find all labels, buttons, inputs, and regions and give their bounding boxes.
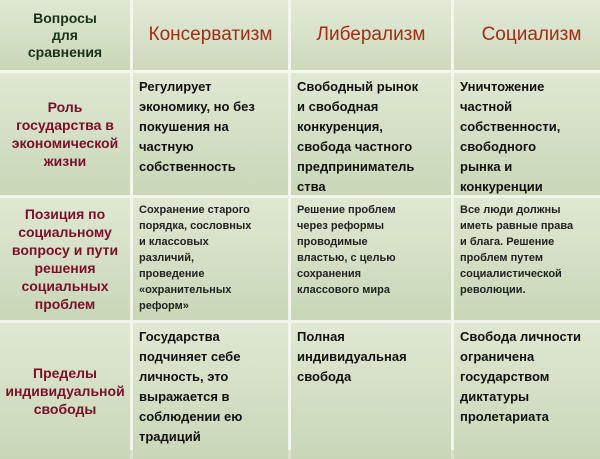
cell-freedom-liberalism: Полная индивидуальная свобода — [291, 323, 451, 459]
header-socialism: Социализм — [454, 0, 600, 70]
row-label-freedom: Пределы индивидуальной свободы — [0, 323, 130, 459]
cell-social-socialism: Все люди должны иметь равные права и блага. Решение проблем путем социалистической революции. — [454, 198, 600, 320]
cell-economy-liberalism: Свободный рынок и свободная конкуренция, свобода частного предприниматель ства — [291, 73, 451, 195]
header-liberalism: Либерализм — [291, 0, 451, 70]
cell-economy-conservatism: Регулирует экономику, но без покушения на частную собственность — [133, 73, 288, 195]
header-corner — [0, 0, 130, 70]
row-label-social: Позиция по социальному вопросу и пути решения социальных проблем — [0, 198, 130, 320]
row-label-economy: Роль государства в экономической жизни — [0, 73, 130, 195]
cell-economy-socialism: Уничтожение частной собственности, свободного рынка и конкуренции — [454, 73, 600, 195]
cell-freedom-socialism: Свобода личности ограничена государством диктатуры пролетариата — [454, 323, 600, 459]
cell-social-conservatism: Сохранение старого порядка, сословных и классовых различий, проведение «охранительных реформ» — [133, 198, 288, 320]
cell-social-liberalism: Решение проблем через реформы проводимые властью, с целью сохранения классового мира — [291, 198, 451, 320]
cell-freedom-conservatism: Государства подчиняет себе личность, это выражается в соблюдении ею традиций — [133, 323, 288, 459]
header-corner-text: Вопросы для сравнения — [27, 9, 103, 60]
header-conservatism: Консерватизм — [133, 0, 288, 70]
